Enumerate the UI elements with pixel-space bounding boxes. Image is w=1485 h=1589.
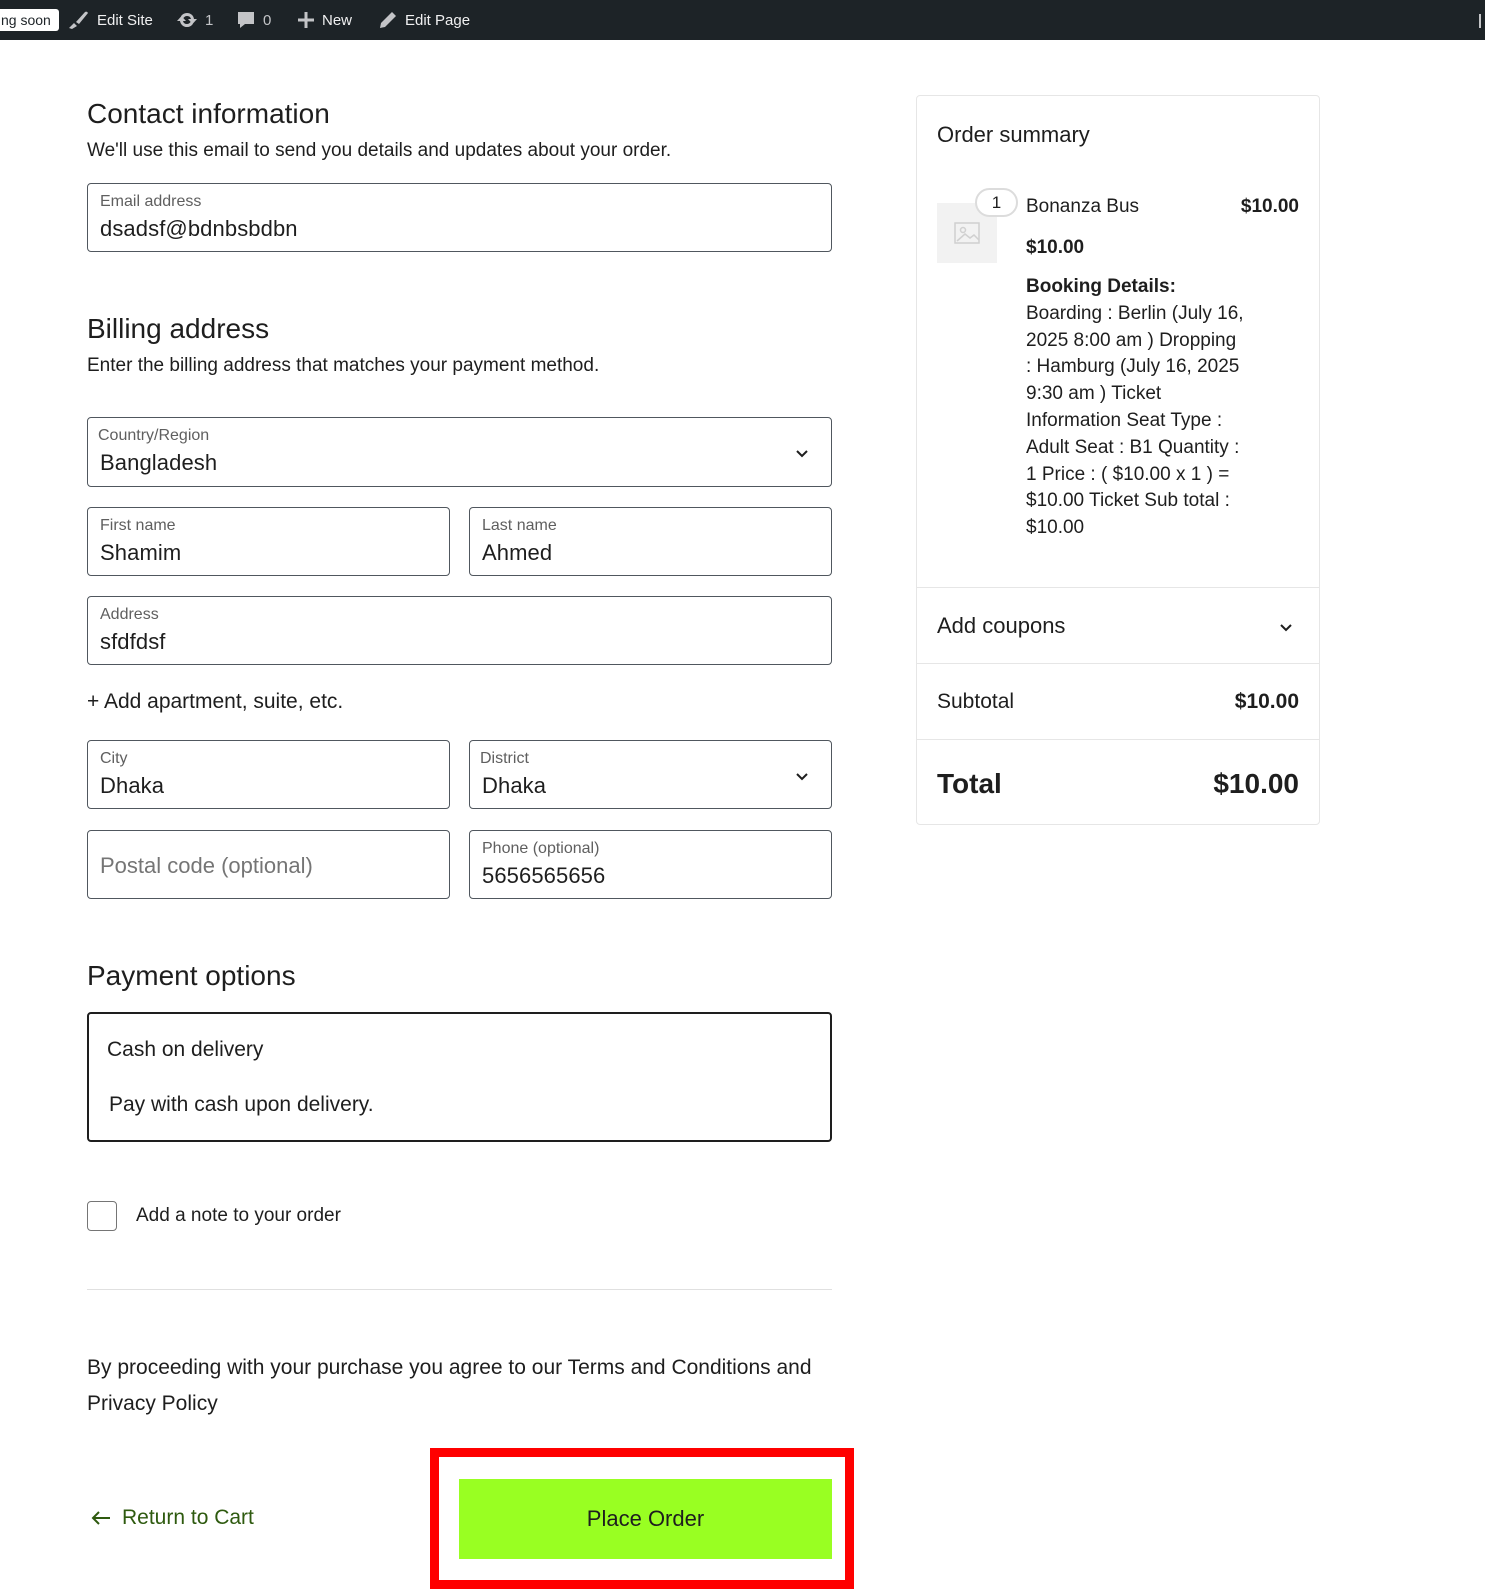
booking-details xyxy=(1026,274,1246,542)
country-label: Country/Region xyxy=(98,427,210,444)
address-field[interactable] xyxy=(87,596,832,665)
email-field[interactable] xyxy=(87,183,832,252)
product-name: Bonanza Bus xyxy=(1026,196,1140,217)
billing-description: Enter the billing address that matches your payment method. xyxy=(87,355,600,376)
edit-site-label: Edit Site xyxy=(97,11,153,29)
comments-count: 0 xyxy=(263,11,272,29)
admin-bar-edge xyxy=(1479,14,1485,28)
updates-icon xyxy=(176,10,198,30)
order-summary xyxy=(916,95,1320,825)
admin-bar xyxy=(0,0,1485,40)
chevron-down-icon xyxy=(1279,620,1293,634)
email-label: Email address xyxy=(100,193,202,210)
first-name-label: First name xyxy=(100,517,176,534)
edit-site-link[interactable] xyxy=(68,0,153,40)
arrow-left-icon xyxy=(90,1510,112,1526)
city-value: Dhaka xyxy=(100,773,165,798)
phone-value: 5656565656 xyxy=(482,863,606,888)
payment-method-description: Pay with cash upon delivery. xyxy=(109,1093,374,1116)
chevron-down-icon xyxy=(795,446,809,460)
email-value: dsadsf@bdnbsbdbn xyxy=(100,216,298,241)
terms-text: By proceeding with your purchase you agree to our Terms and Conditions and Privacy Policy xyxy=(87,1356,812,1415)
quantity-badge: 1 xyxy=(975,188,1018,217)
new-label: New xyxy=(322,11,353,29)
return-to-cart-label: Return to Cart xyxy=(122,1506,254,1529)
first-name-field[interactable] xyxy=(87,507,450,576)
address-label: Address xyxy=(100,606,159,623)
subtotal-row xyxy=(917,663,1319,739)
billing-title: Billing address xyxy=(87,313,270,344)
contact-title: Contact information xyxy=(87,98,330,129)
last-name-field[interactable] xyxy=(469,507,832,576)
order-note-label: Add a note to your order xyxy=(136,1205,341,1226)
booking-text: Boarding : Berlin (July 16, 2025 8:00 am ) Dropping : Hamburg (July 16, 2025 9:30 am ) Ticket Information Seat Type : Adult Seat : B1 Quantity : 1 Price : ( $10.00 x 1 ) = $10.00 Ticket Sub total : $10.00 xyxy=(1026,302,1244,539)
add-apartment-link[interactable]: + Add apartment, suite, etc. xyxy=(87,690,344,713)
divider xyxy=(87,1289,832,1290)
payment-method-option[interactable] xyxy=(87,1012,832,1142)
subtotal-label: Subtotal xyxy=(937,690,1015,713)
city-field[interactable] xyxy=(87,740,450,809)
phone-field[interactable] xyxy=(469,830,832,899)
coming-soon-label: ng soon xyxy=(1,12,51,28)
coming-soon-badge[interactable] xyxy=(0,9,59,31)
country-select[interactable] xyxy=(87,417,832,487)
district-label: District xyxy=(480,750,529,767)
edit-page-link[interactable] xyxy=(378,0,470,40)
updates-count: 1 xyxy=(205,11,214,29)
address-value: sfdfdsf xyxy=(100,629,166,654)
add-coupons-toggle[interactable] xyxy=(917,587,1319,663)
place-order-button[interactable]: Place Order xyxy=(459,1479,832,1559)
new-content-link[interactable] xyxy=(297,0,352,40)
postal-code-placeholder: Postal code (optional) xyxy=(100,853,313,878)
return-to-cart-link[interactable] xyxy=(90,1506,254,1530)
district-select[interactable] xyxy=(469,740,832,809)
comment-icon xyxy=(236,10,256,30)
phone-label: Phone (optional) xyxy=(482,840,600,857)
pencil-icon xyxy=(378,10,398,30)
comments-link[interactable] xyxy=(236,0,271,40)
product-line-price: $10.00 xyxy=(1240,196,1299,217)
image-placeholder-icon xyxy=(953,219,981,247)
last-name-label: Last name xyxy=(482,517,557,534)
payment-method-title: Cash on delivery xyxy=(107,1038,264,1061)
chevron-down-icon xyxy=(795,769,809,783)
edit-page-label: Edit Page xyxy=(405,11,471,29)
total-label: Total xyxy=(937,768,1002,799)
postal-code-field[interactable] xyxy=(87,830,450,899)
add-coupons-label: Add coupons xyxy=(937,613,1066,638)
first-name-value: Shamim xyxy=(100,540,182,565)
last-name-value: Ahmed xyxy=(482,540,553,565)
subtotal-value: $10.00 xyxy=(1234,690,1299,713)
order-note-toggle[interactable] xyxy=(87,1201,341,1231)
plus-icon xyxy=(297,11,315,29)
city-label: City xyxy=(100,750,128,767)
contact-description: We'll use this email to send you details and updates about your order. xyxy=(87,140,672,161)
country-value: Bangladesh xyxy=(100,450,218,475)
updates-link[interactable] xyxy=(176,0,213,40)
payment-title: Payment options xyxy=(87,960,296,991)
total-value: $10.00 xyxy=(1213,768,1299,799)
order-note-checkbox[interactable] xyxy=(87,1201,117,1231)
brush-icon xyxy=(68,10,90,30)
product-unit-price: $10.00 xyxy=(1026,237,1085,258)
booking-heading: Booking Details: xyxy=(1026,276,1176,297)
order-summary-title: Order summary xyxy=(937,122,1090,147)
total-row xyxy=(917,739,1319,825)
district-value: Dhaka xyxy=(482,773,547,798)
